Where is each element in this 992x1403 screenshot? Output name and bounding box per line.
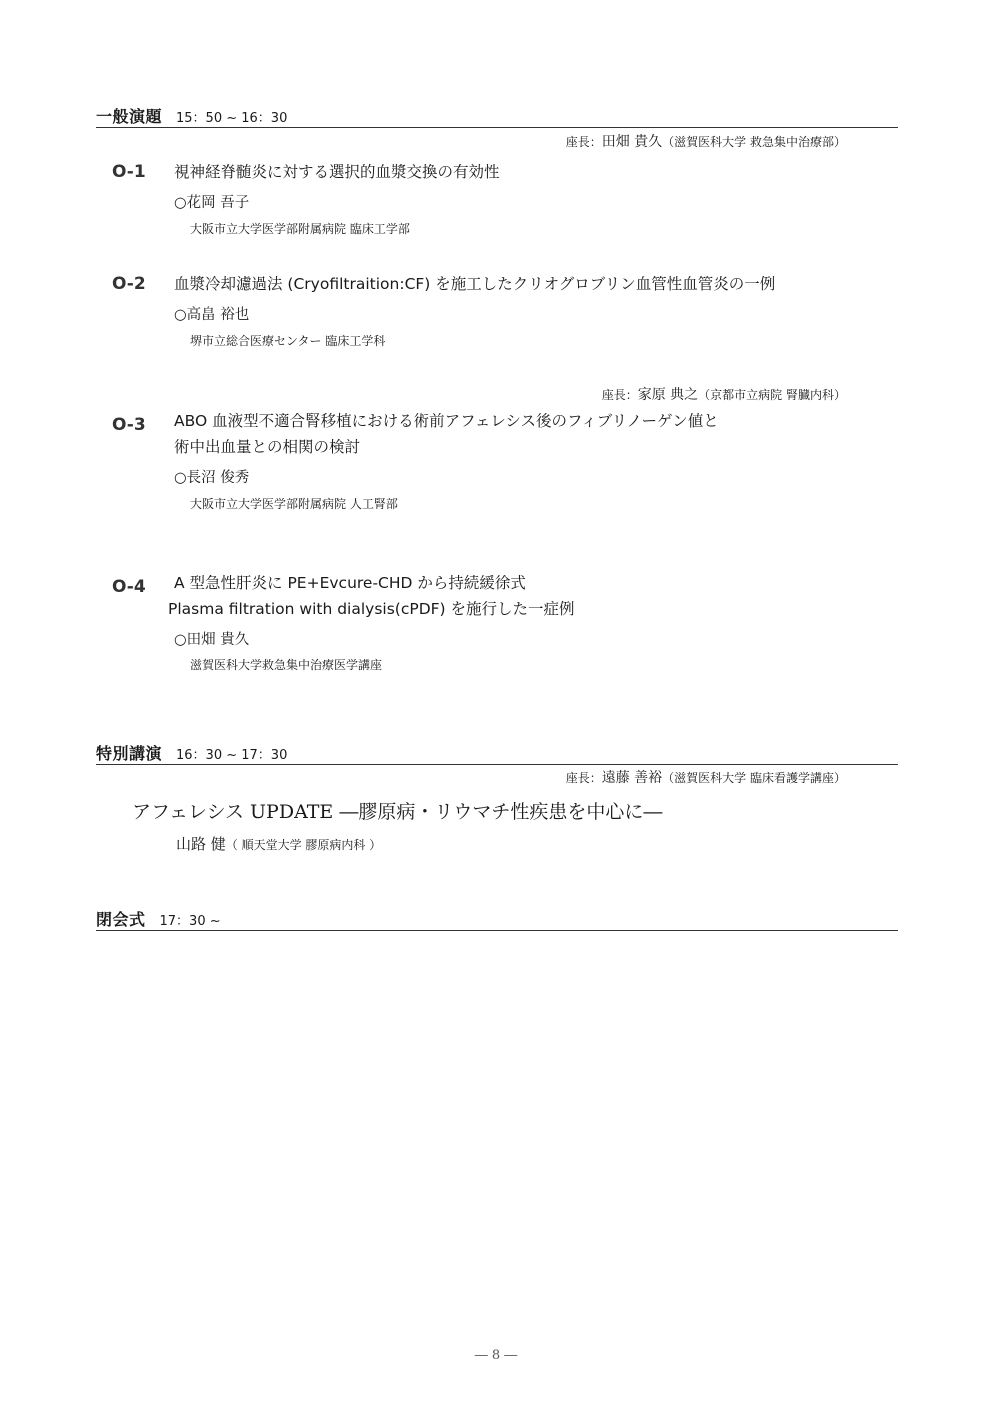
abstract-title-line: 視神経脊髄炎に対する選択的血漿交換の有効性 — [174, 163, 500, 181]
chair-general-2 — [602, 384, 846, 404]
abstract-institution: 大阪市立大学医学部附属病院 臨床工学部 — [190, 222, 410, 236]
abstract-id: O-3 — [112, 415, 146, 435]
section-header-closing — [96, 907, 898, 930]
chair-special — [566, 767, 846, 787]
section-title: 一般演題 — [96, 107, 163, 126]
section-header-special — [96, 741, 898, 764]
lecture-title: アフェレシス UPDATE ―膠原病・リウマチ性疾患を中心に― — [132, 801, 663, 823]
abstract-title — [174, 408, 719, 460]
abstract-institution: 大阪市立大学医学部附属病院 人工腎部 — [190, 497, 398, 511]
abstract-id: O-1 — [112, 162, 146, 182]
section-rule — [96, 764, 898, 765]
chair-affiliation: （滋賀医科大学 救急集中治療部） — [662, 135, 846, 149]
chair-name: 田畑 貴久 — [601, 134, 663, 150]
section-time: 16：30 ~ 17：30 — [176, 748, 288, 763]
section-rule — [96, 930, 898, 931]
chair-affiliation: （滋賀医科大学 臨床看護学講座） — [662, 771, 846, 785]
abstract-id: O-4 — [112, 577, 146, 597]
section-header-general — [96, 104, 898, 127]
page-number: ― 8 ― — [474, 1348, 518, 1363]
abstract-title-line: A 型急性肝炎に PE+Evcure-CHD から持続緩徐式 — [174, 574, 526, 592]
abstract-presenter: ○田畑 貴久 — [174, 632, 250, 648]
abstract-title — [174, 159, 500, 185]
abstract-title — [168, 570, 575, 622]
abstract-title-line: 術中出血量との相関の検討 — [174, 438, 361, 456]
section-rule — [96, 127, 898, 128]
abstract-id: O-2 — [112, 274, 146, 294]
section-title: 特別講演 — [96, 744, 163, 763]
section-time: 15：50 ~ 16：30 — [176, 111, 288, 126]
lecturer-name: 山路 健 — [176, 835, 226, 853]
abstract-title-line: 血漿冷却濾過法 (Cryofiltraition:CF) を施工したクリオグロブリン血管性血管炎の一例 — [174, 275, 776, 293]
chair-label: 座長： — [601, 388, 638, 402]
lecturer-affiliation: （ 順天堂大学 膠原病内科 ） — [225, 838, 382, 852]
chair-label: 座長： — [565, 135, 602, 149]
abstract-presenter: ○花岡 吾子 — [174, 195, 250, 211]
section-time: 17：30 ~ — [159, 914, 221, 929]
chair-name: 遠藤 善裕 — [601, 770, 663, 786]
chair-label: 座長： — [565, 771, 602, 785]
section-title: 閉会式 — [96, 910, 146, 929]
abstract-institution: 堺市立総合医療センター 臨床工学科 — [190, 334, 386, 348]
lecturer — [176, 833, 381, 854]
chair-name: 家原 典之 — [637, 387, 699, 403]
abstract-presenter: ○高畠 裕也 — [174, 307, 250, 323]
abstract-title-line: Plasma filtration with dialysis(cPDF) を施行した一症例 — [168, 600, 575, 618]
chair-general-1 — [566, 131, 846, 151]
abstract-title-line: ABO 血液型不適合腎移植における術前アフェレシス後のフィブリノーゲン値と — [174, 412, 719, 430]
abstract-presenter: ○長沼 俊秀 — [174, 470, 250, 486]
chair-affiliation: （京都市立病院 腎臓内科） — [698, 388, 846, 402]
abstract-institution: 滋賀医科大学救急集中治療医学講座 — [190, 658, 383, 672]
abstract-title — [174, 271, 775, 297]
